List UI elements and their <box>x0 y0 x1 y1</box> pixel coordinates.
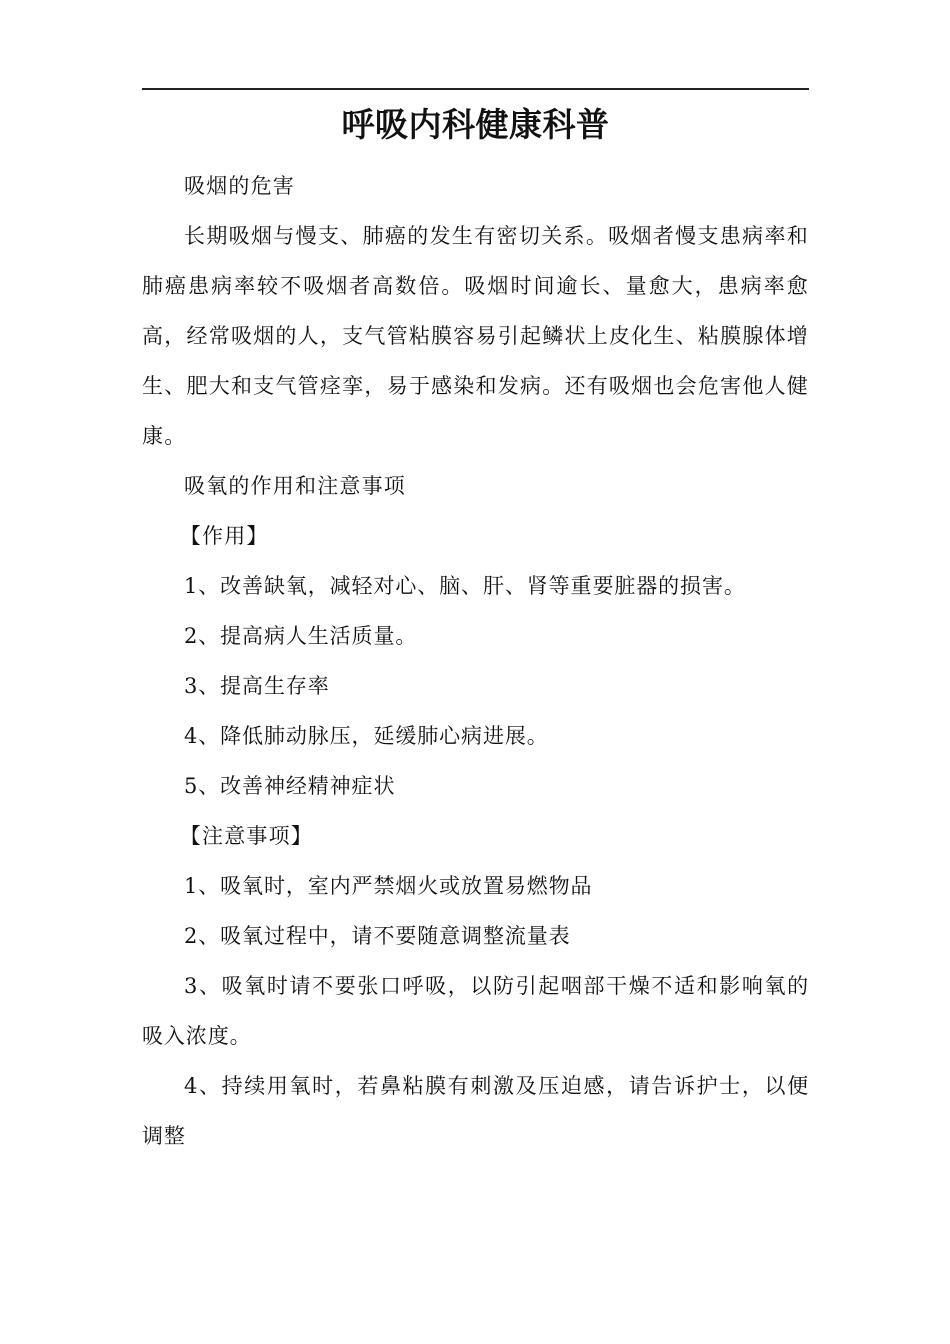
document-body <box>142 161 809 1161</box>
precautions-label: 【注意事项】 <box>179 824 313 848</box>
section-heading-oxygen: 吸氧的作用和注意事项 <box>184 474 406 498</box>
list-item-effect-3: 3、提高生存率 <box>184 674 330 698</box>
list-item-precaution-3: 3、吸氧时请不要张口呼吸，以防引起咽部干燥不适和影响氧的吸入浓度。 <box>142 974 809 1048</box>
list-item-effect-5: 5、改善神经精神症状 <box>184 774 396 798</box>
smoking-paragraph: 长期吸烟与慢支、肺癌的发生有密切关系。吸烟者慢支患病率和肺癌患病率较不吸烟者高数倍。吸烟时间逾长、量愈大，患病率愈高，经常吸烟的人，支气管粘膜容易引起鳞状上皮化生、粘膜腺体增生、肥大和支气管痉挛，易于感染和发病。还有吸烟也会危害他人健康。 <box>142 224 809 448</box>
effects-label: 【作用】 <box>179 524 269 548</box>
list-item-precaution-1: 1、吸氧时，室内严禁烟火或放置易燃物品 <box>184 874 593 898</box>
list-item-effect-1: 1、改善缺氧，减轻对心、脑、肝、肾等重要脏器的损害。 <box>184 574 746 598</box>
section-heading-smoking: 吸烟的危害 <box>184 174 295 198</box>
header-rule <box>142 88 809 90</box>
list-item-effect-4: 4、降低肺动脉压，延缓肺心病进展。 <box>184 724 549 748</box>
list-item-precaution-4: 4、持续用氧时，若鼻粘膜有刺激及压迫感，请告诉护士，以便调整 <box>142 1074 809 1148</box>
list-item-precaution-2: 2、吸氧过程中，请不要随意调整流量表 <box>184 924 571 948</box>
list-item-effect-2: 2、提高病人生活质量。 <box>184 624 418 648</box>
page-title: 呼吸内科健康科普 <box>341 105 610 144</box>
